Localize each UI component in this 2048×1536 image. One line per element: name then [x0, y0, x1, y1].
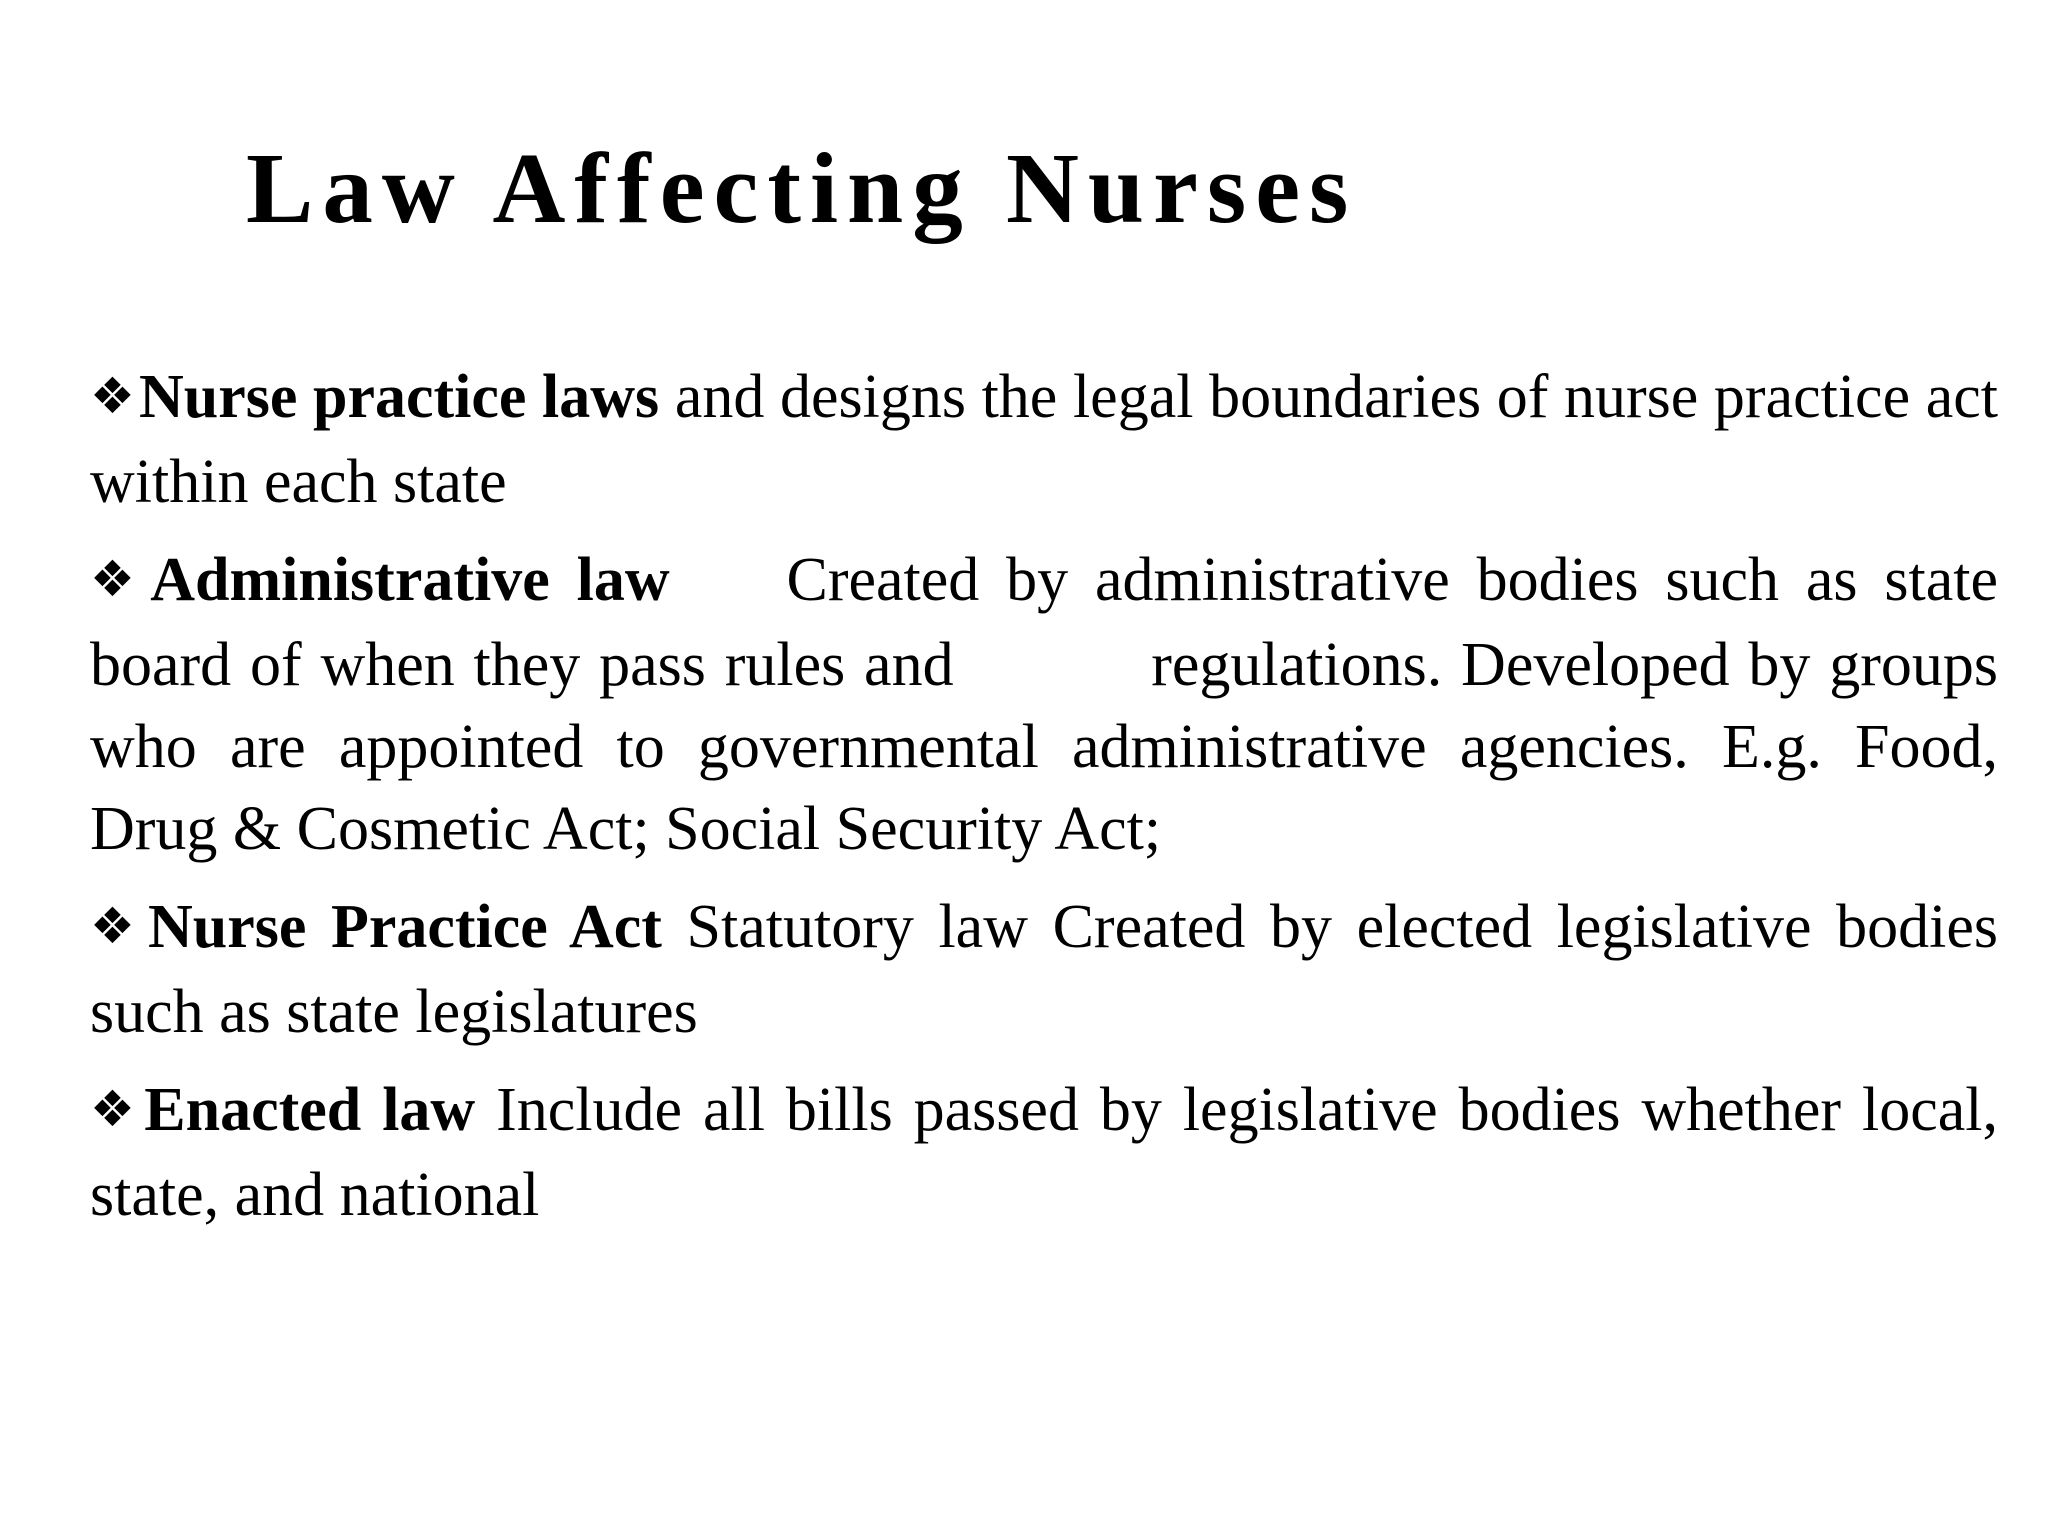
bullet-text: and designs the legal boundaries of nurse practice act within each state: [90, 363, 1998, 516]
bullet-item-nurse-practice-act: [90, 886, 1998, 1053]
bullet-item-enacted-law: [90, 1069, 1998, 1236]
bullet-text-continued: regulations. Developed by groups who are appointed to governmental administrative agencies. E.g. Food, Drug & Cosmetic Act; Social Security Act;: [90, 631, 1999, 863]
bullet-text: Include all bills passed by legislative bodies whether local, state, and national: [90, 1076, 1999, 1229]
bullet-text: Statutory law Created by elected legislative bodies such as state legislatures: [90, 893, 1998, 1046]
bullet-item-administrative-law: [90, 539, 1998, 870]
diamond-bullet-icon: ❖: [90, 1080, 141, 1138]
bullet-term: Nurse practice laws: [138, 363, 660, 431]
bullet-text: Created by administrative bodies such as state board of when they pass rules and: [90, 546, 1999, 699]
bullet-term: Enacted law: [144, 1076, 476, 1144]
bullet-item-nurse-practice-laws: [90, 356, 1998, 523]
diamond-bullet-icon: ❖: [90, 550, 147, 608]
bullet-list: [90, 356, 1998, 1252]
diamond-bullet-icon: ❖: [90, 367, 135, 425]
slide-title: Law Affecting Nurses: [246, 132, 1358, 244]
bullet-term: Nurse Practice Act: [147, 893, 662, 961]
bullet-term: Administrative law: [150, 546, 670, 614]
diamond-bullet-icon: ❖: [90, 897, 144, 955]
